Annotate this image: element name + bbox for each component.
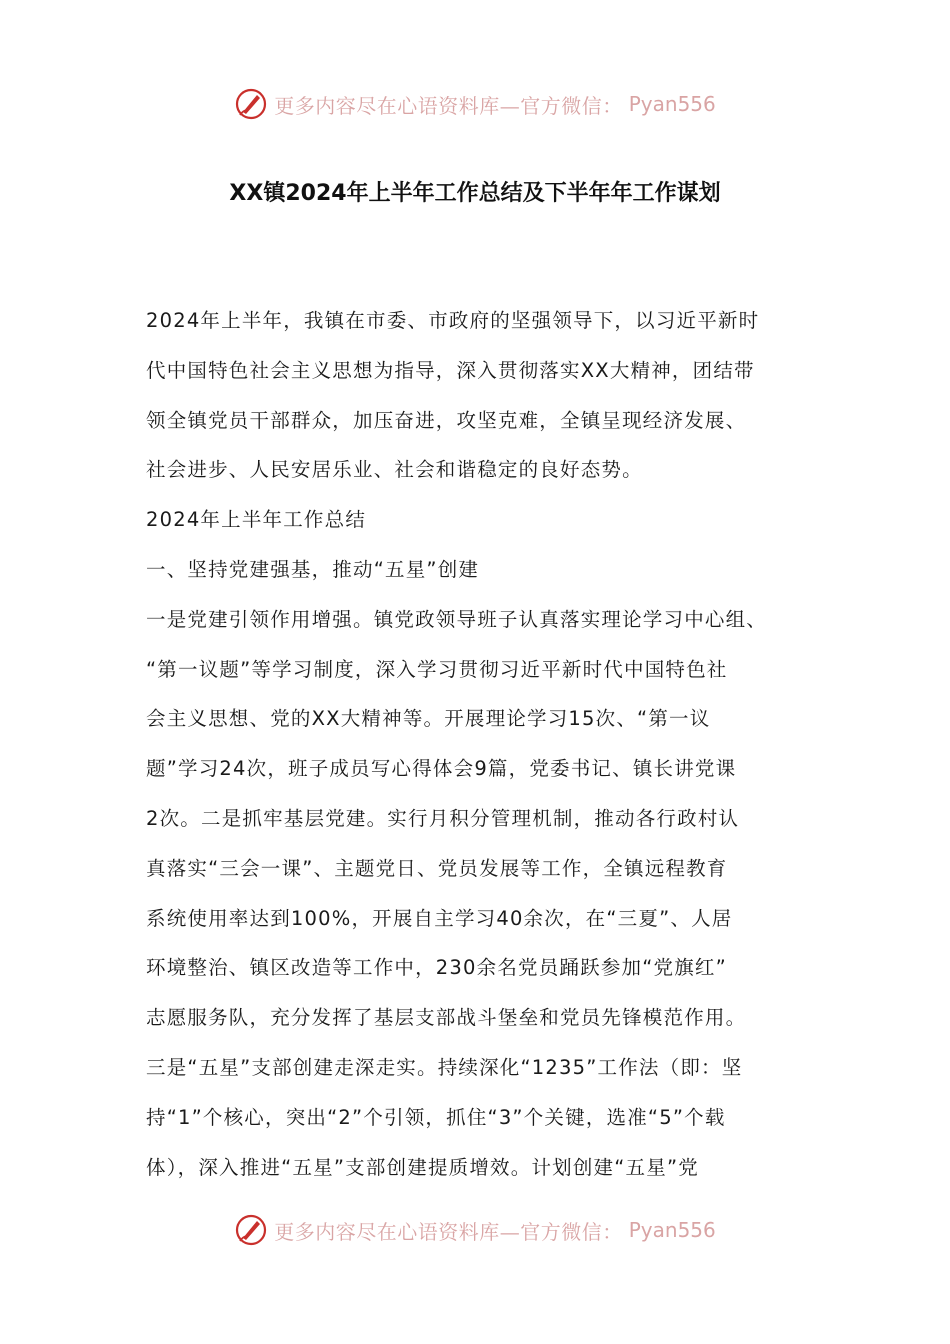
watermark-wechat-id: Pyan556 [628, 92, 716, 116]
document-title: XX镇2024年上半年工作总结及下半年年工作谋划 [229, 181, 721, 206]
watermark-footer [0, 1210, 950, 1250]
document-body [146, 296, 826, 1192]
body-line: 题”学习24次，班子成员写心得体会9篇，党委书记、镇长讲党课 [146, 757, 737, 781]
watermark-header [0, 84, 950, 124]
section-heading: 2024年上半年工作总结 [146, 508, 367, 532]
body-line: 环境整治、镇区改造等工作中，230余名党员踊跃参加“党旗红” [146, 956, 727, 980]
watermark-text: 更多内容尽在心语资料库—官方微信： [274, 93, 623, 118]
watermark-wechat-id: Pyan556 [628, 1218, 716, 1242]
body-line: 志愿服务队，充分发挥了基层支部战斗堡垒和党员先锋模范作用。 [146, 1006, 747, 1030]
body-line: 社会进步、人民安居乐业、社会和谐稳定的良好态势。 [146, 458, 643, 482]
pen-circle-logo-icon [234, 1213, 268, 1247]
subsection-heading: 一、坚持党建强基，推动“五星”创建 [146, 557, 480, 581]
body-line: 会主义思想、党的XX大精神等。开展理论学习15次、“第一议 [146, 707, 711, 731]
body-line: 持“1”个核心，突出“2”个引领，抓住“3”个关键，选准“5”个载 [146, 1105, 726, 1129]
pen-circle-logo-icon [234, 87, 268, 121]
body-line: 三是“五星”支部创建走深走实。持续深化“1235”工作法（即：坚 [146, 1055, 743, 1079]
body-line: 2024年上半年，我镇在市委、市政府的坚强领导下，以习近平新时 [146, 309, 760, 332]
body-line: 体），深入推进“五星”支部创建提质增效。计划创建“五星”党 [146, 1155, 699, 1179]
body-line: “第一议题”等学习制度，深入学习贯彻习近平新时代中国特色社 [146, 657, 728, 681]
body-line: 领全镇党员干部群众，加压奋进，攻坚克难，全镇呈现经济发展、 [146, 408, 747, 432]
body-line: 系统使用率达到100%，开展自主学习40余次，在“三夏”、人居 [146, 906, 733, 930]
body-line: 代中国特色社会主义思想为指导，深入贯彻落实XX大精神，团结带 [146, 358, 755, 382]
body-line: 2次。二是抓牢基层党建。实行月积分管理机制，推动各行政村认 [146, 806, 740, 830]
watermark-text: 更多内容尽在心语资料库—官方微信： [274, 1219, 623, 1244]
body-line: 真落实“三会一课”、主题党日、党员发展等工作，全镇远程教育 [146, 856, 728, 880]
body-line: 一是党建引领作用增强。镇党政领导班子认真落实理论学习中心组、 [146, 607, 768, 631]
